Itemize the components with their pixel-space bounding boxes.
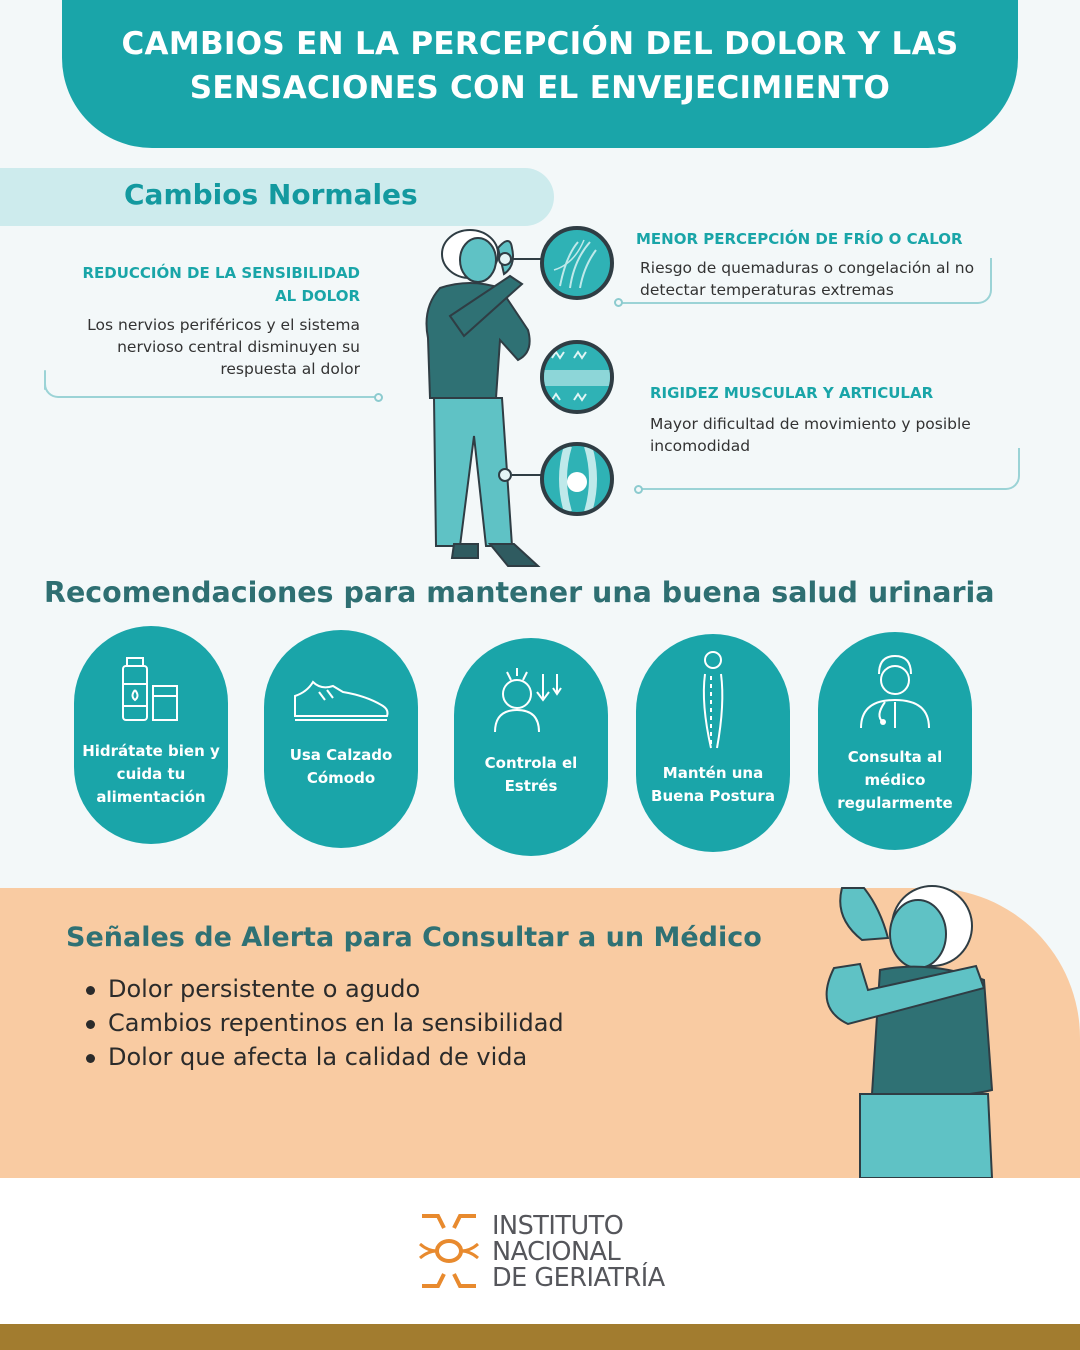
- connector-line: [512, 474, 542, 476]
- text-pain-sensitivity: Los nervios periféricos y el sistema nervioso central disminuyen su respuesta al dolor: [87, 316, 360, 378]
- bracket-dot: [614, 298, 623, 307]
- doctor-icon: [855, 654, 935, 728]
- institute-logo-text: INSTITUTO NACIONAL DE GERIATRÍA: [492, 1211, 665, 1293]
- connector-dot: [498, 468, 512, 482]
- reco-card-posture: [636, 634, 790, 852]
- sneaker-icon: [291, 652, 391, 726]
- spine-posture-icon: [693, 650, 733, 750]
- alert-list: [84, 972, 564, 1074]
- reco-card-doctor: [818, 632, 972, 850]
- reco-label: Mantén una Buena Postura: [651, 764, 775, 805]
- bracket-line: [620, 258, 992, 304]
- bracket-dot: [374, 393, 383, 402]
- bracket-dot: [634, 485, 643, 494]
- section-title-normal-changes: Cambios Normales: [124, 178, 418, 211]
- muscle-tissue-icon: [540, 340, 614, 414]
- stress-head-icon: [491, 660, 571, 734]
- elderly-woman-illustration: [820, 878, 1000, 1178]
- heading-temperature-perception: MENOR PERCEPCIÓN DE FRÍO O CALOR: [636, 230, 963, 248]
- reco-label: Hidrátate bien y cuida tu alimentación: [82, 742, 220, 806]
- connector-dot: [498, 252, 512, 266]
- reco-label: Usa Calzado Cómodo: [289, 746, 393, 787]
- reco-card-stress: [454, 638, 608, 856]
- reco-card-hydration: [74, 626, 228, 844]
- reco-label: Controla el Estrés: [484, 754, 578, 795]
- alert-title: Señales de Alerta para Consultar a un Médico: [66, 922, 762, 953]
- alert-item: Cambios repentinos en la sensibilidad: [84, 1006, 564, 1040]
- footer-bar: [0, 1324, 1080, 1350]
- text-temperature-perception: Riesgo de quemaduras o congelación al no detectar temperaturas extremas: [640, 259, 975, 299]
- page-title: CAMBIOS EN LA PERCEPCIÓN DEL DOLOR Y LAS SENSACIONES CON EL ENVEJECIMIENTO: [121, 26, 959, 106]
- bracket-line: [44, 378, 376, 398]
- alert-item: Dolor que afecta la calidad de vida: [84, 1040, 564, 1074]
- alert-item: Dolor persistente o agudo: [84, 972, 564, 1006]
- joint-icon: [540, 442, 614, 516]
- reco-card-footwear: [264, 630, 418, 848]
- connector-line: [512, 258, 542, 260]
- text-muscle-stiffness: Mayor dificultad de movimiento y posible incomodidad: [650, 415, 971, 455]
- heading-muscle-stiffness: RIGIDEZ MUSCULAR Y ARTICULAR: [650, 384, 934, 402]
- reco-label: Consulta al médico regularmente: [837, 748, 953, 812]
- nerve-fibers-icon: [540, 226, 614, 300]
- bracket-line: [640, 448, 1020, 490]
- institute-logo-icon: [416, 1212, 482, 1290]
- heading-pain-sensitivity: REDUCCIÓN DE LA SENSIBILIDAD AL DOLOR: [82, 264, 360, 305]
- recommendations-title: Recomendaciones para mantener una buena salud urinaria: [44, 576, 995, 609]
- water-bottle-glass-icon: [121, 648, 181, 722]
- elderly-person-illustration: [410, 226, 560, 582]
